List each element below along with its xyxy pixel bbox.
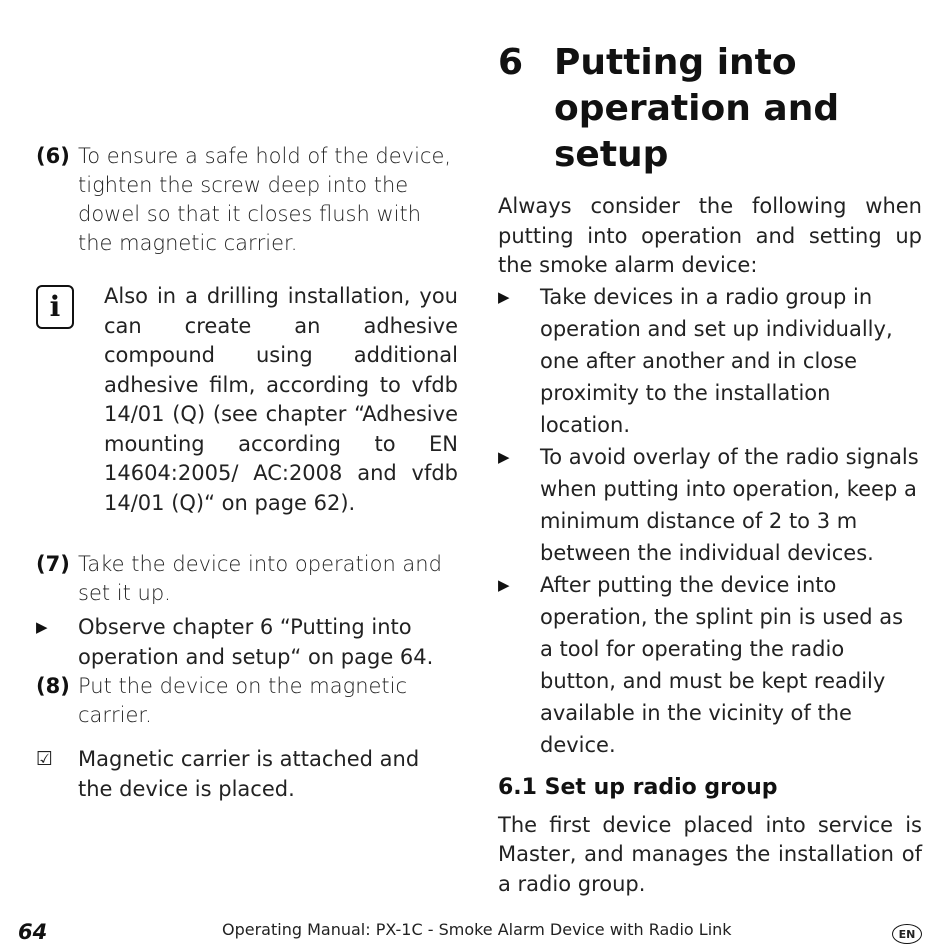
result-item [36, 744, 458, 804]
step-text: Take the device into operation and set it up. [78, 552, 442, 605]
section-paragraph: The first device placed into service is Master, and manages the installation of a radio group. [498, 812, 922, 896]
step-text: Put the device on the magnetic carrier. [78, 674, 408, 727]
bullet-text: Observe chapter 6 “Putting into operation and setup“ on page 64. [78, 615, 434, 669]
list-item [498, 569, 922, 761]
chapter-title: Putting into operation and setup [554, 42, 840, 175]
list-item [498, 441, 922, 569]
right-column [498, 40, 922, 899]
info-text: Also in a drilling installation, you can create an adhesive compound using additional adhesive film, according to vfdb 14/01 (Q) (see chapter “Adhesive mounting according to EN 14604:2005/ AC:2008 and vfdb 14/01 (Q)“ on page 62). [104, 284, 458, 515]
info-icon: i [36, 282, 80, 518]
bullet-text: To avoid overlay of the radio signals when putting into operation, keep a minimum distance of 2 to 3 m between the individual devices. [540, 444, 919, 565]
intro-paragraph: Always consider the following when putting into operation and setting up the smoke alarm device: [498, 194, 922, 277]
step-6 [36, 142, 458, 258]
step-number: (7) [36, 552, 70, 576]
result-text: Magnetic carrier is attached and the device is placed. [78, 747, 420, 801]
language-badge: EN [892, 924, 922, 944]
list-item [498, 281, 922, 441]
section-heading: 6.1 Set up radio group [498, 774, 778, 800]
bullet-text: Take devices in a radio group in operation and set up individually, one after another and in close proximity to the installation location. [540, 284, 893, 437]
step-text: To ensure a safe hold of the device, tighten the screw deep into the dowel so that it closes flush with the magnetic carrier. [78, 144, 452, 255]
footer-title: Operating Manual: PX-1C - Smoke Alarm Device with Radio Link [222, 920, 732, 939]
step-number: (8) [36, 674, 70, 698]
left-column [36, 142, 458, 804]
triangle-right-icon: ▶ [36, 618, 48, 636]
chapter-number: 6 [498, 42, 524, 83]
triangle-right-icon: ▶ [498, 447, 510, 466]
list-item [36, 612, 458, 672]
page-number: 64 [18, 920, 48, 944]
step-number: (6) [36, 144, 70, 168]
step-7 [36, 550, 458, 608]
step-8 [36, 672, 458, 730]
triangle-right-icon: ▶ [498, 575, 510, 594]
info-note [36, 282, 458, 518]
checkbox-icon: ☑ [36, 748, 54, 770]
bullet-text: After putting the device into operation, the splint pin is used as a tool for operating the radio button, and must be kept readily available in the vicinity of the device. [540, 572, 904, 757]
triangle-right-icon: ▶ [498, 287, 510, 306]
chapter-heading [498, 40, 922, 178]
